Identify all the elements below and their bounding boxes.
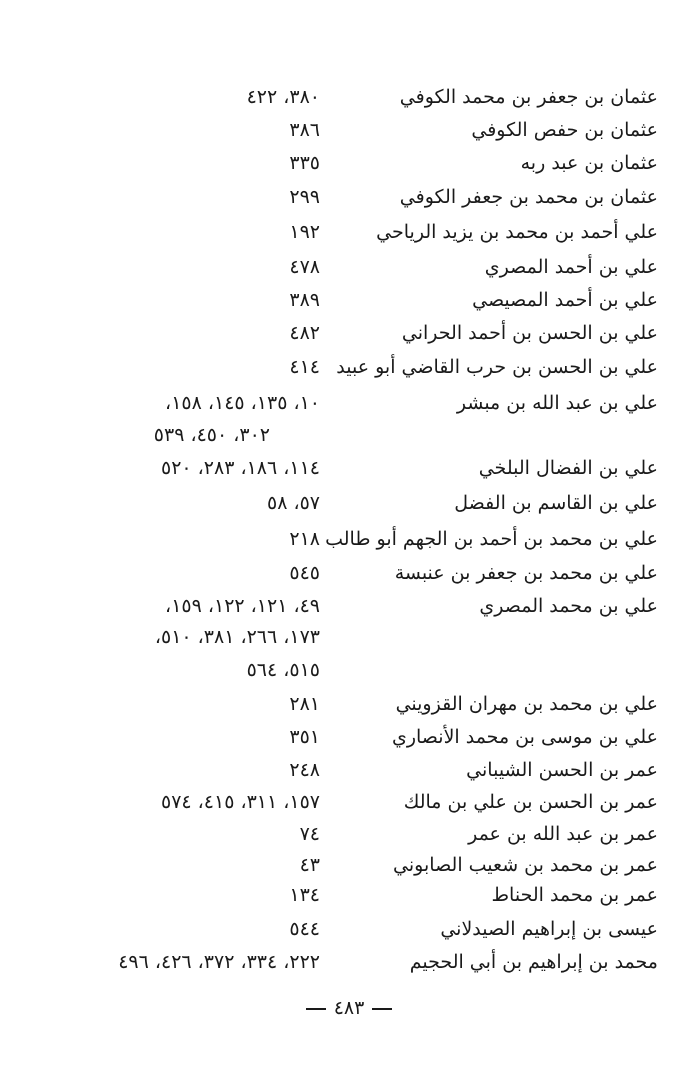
entry-name: علي بن موسى بن محمد الأنصاري bbox=[391, 726, 658, 748]
entry-pages: ٥٤٤ bbox=[289, 918, 320, 940]
entry-pages: ٧٤ bbox=[299, 823, 320, 845]
index-entry bbox=[0, 787, 698, 821]
page-number-footer bbox=[0, 997, 698, 1019]
index-entry bbox=[0, 880, 698, 914]
entry-pages: ١١٤، ١٨٦، ٢٨٣، ٥٢٠ bbox=[160, 457, 320, 479]
index-entry bbox=[0, 148, 698, 182]
entry-pages: ٤٧٨ bbox=[289, 256, 320, 278]
entry-name: علي بن الفضال البلخي bbox=[478, 457, 658, 479]
index-entry bbox=[0, 850, 698, 884]
index-entry-continuation bbox=[0, 655, 698, 689]
entry-pages-continuation: ٥١٥، ٥٦٤ bbox=[246, 659, 320, 681]
entry-name: عثمان بن جعفر بن محمد الكوفي bbox=[399, 86, 658, 108]
entry-pages-continuation: ١٧٣، ٢٦٦، ٣٨١، ٥١٠، bbox=[154, 626, 320, 648]
index-entry bbox=[0, 524, 698, 558]
entry-pages: ٤٣ bbox=[299, 854, 320, 876]
entry-pages: ٢٨١ bbox=[289, 693, 320, 715]
entry-pages: ١٥٧، ٣١١، ٤١٥، ٥٧٤ bbox=[160, 791, 320, 813]
entry-pages: ٣٨٦ bbox=[289, 119, 320, 141]
index-entry bbox=[0, 558, 698, 592]
index-entry bbox=[0, 318, 698, 352]
footer-dash bbox=[372, 1008, 392, 1010]
entry-name: علي بن الحسن بن حرب القاضي أبو عبيد bbox=[336, 356, 658, 378]
entry-name: عمر بن الحسن بن علي بن مالك bbox=[403, 791, 658, 813]
index-entry bbox=[0, 388, 698, 422]
entry-name: علي بن محمد بن جعفر بن عنبسة bbox=[394, 562, 658, 584]
index-entry bbox=[0, 182, 698, 216]
index-entry bbox=[0, 914, 698, 948]
index-entry bbox=[0, 285, 698, 319]
page-number: ٤٨٣ bbox=[333, 997, 365, 1019]
entry-name: عيسى بن إبراهيم الصيدلاني bbox=[440, 918, 658, 940]
entry-pages: ٢١٨ bbox=[289, 528, 320, 550]
entry-pages: ٤٨٢ bbox=[289, 322, 320, 344]
entry-pages: ٥٧، ٥٨ bbox=[266, 492, 320, 514]
index-entry bbox=[0, 115, 698, 149]
entry-name: علي بن القاسم بن الفضل bbox=[454, 492, 658, 514]
entry-pages: ٤١٤ bbox=[289, 356, 320, 378]
entry-name: عثمان بن عبد ربه bbox=[520, 152, 658, 174]
entry-pages: ٤٩، ١٢١، ١٢٢، ١٥٩، bbox=[165, 595, 320, 617]
entry-pages: ٥٤٥ bbox=[289, 562, 320, 584]
entry-name: علي بن أحمد المصيصي bbox=[472, 289, 658, 311]
index-entry-continuation bbox=[0, 420, 698, 454]
entry-pages: ١٣٤ bbox=[289, 884, 320, 906]
index-entry bbox=[0, 689, 698, 723]
entry-pages-continuation: ٣٠٢، ٤٥٠، ٥٣٩ bbox=[153, 424, 270, 446]
index-entry bbox=[0, 252, 698, 286]
index-entry bbox=[0, 488, 698, 522]
entry-name: علي بن عبد الله بن مبشر bbox=[456, 392, 658, 414]
index-entry bbox=[0, 591, 698, 625]
entry-name: علي بن محمد بن مهران القزويني bbox=[395, 693, 658, 715]
entry-pages: ٢٢٢، ٣٣٤، ٣٧٢، ٤٢٦، ٤٩٦ bbox=[118, 951, 320, 973]
entry-pages: ٣٨٩ bbox=[289, 289, 320, 311]
entry-name: عمر بن الحسن الشيباني bbox=[466, 759, 658, 781]
index-entry bbox=[0, 947, 698, 981]
entry-pages: ٣٥١ bbox=[289, 726, 320, 748]
entry-name: عمر بن محمد بن شعيب الصابوني bbox=[393, 854, 658, 876]
entry-pages: ٣٣٥ bbox=[289, 152, 320, 174]
footer-dash bbox=[306, 1008, 326, 1010]
entry-pages: ٢٤٨ bbox=[289, 759, 320, 781]
index-entry bbox=[0, 755, 698, 789]
index-entry bbox=[0, 352, 698, 386]
entry-name: عثمان بن حفص الكوفي bbox=[471, 119, 658, 141]
index-entry bbox=[0, 217, 698, 251]
entry-name: علي بن محمد بن أحمد بن الجهم أبو طالب bbox=[325, 528, 658, 550]
entry-name: علي أحمد بن محمد بن يزيد الرياحي bbox=[376, 221, 658, 243]
entry-name: علي بن أحمد المصري bbox=[484, 256, 658, 278]
entry-name: علي بن الحسن بن أحمد الحراني bbox=[401, 322, 658, 344]
entry-pages: ١٩٢ bbox=[289, 221, 320, 243]
index-entry bbox=[0, 453, 698, 487]
entry-pages: ١٠، ١٣٥، ١٤٥، ١٥٨، bbox=[165, 392, 320, 414]
entry-pages: ٣٨٠، ٤٢٢ bbox=[246, 86, 320, 108]
entry-name: محمد بن إبراهيم بن أبي الحجيم bbox=[409, 951, 658, 973]
index-entry-continuation bbox=[0, 622, 698, 656]
entry-name: عمر بن عبد الله بن عمر bbox=[468, 823, 658, 845]
index-entry bbox=[0, 722, 698, 756]
index-entry bbox=[0, 82, 698, 116]
entry-name: عمر بن محمد الحناط bbox=[491, 884, 658, 906]
entry-name: علي بن محمد المصري bbox=[479, 595, 658, 617]
entry-name: عثمان بن محمد بن جعفر الكوفي bbox=[399, 186, 658, 208]
entry-pages: ٢٩٩ bbox=[289, 186, 320, 208]
index-entry bbox=[0, 819, 698, 853]
